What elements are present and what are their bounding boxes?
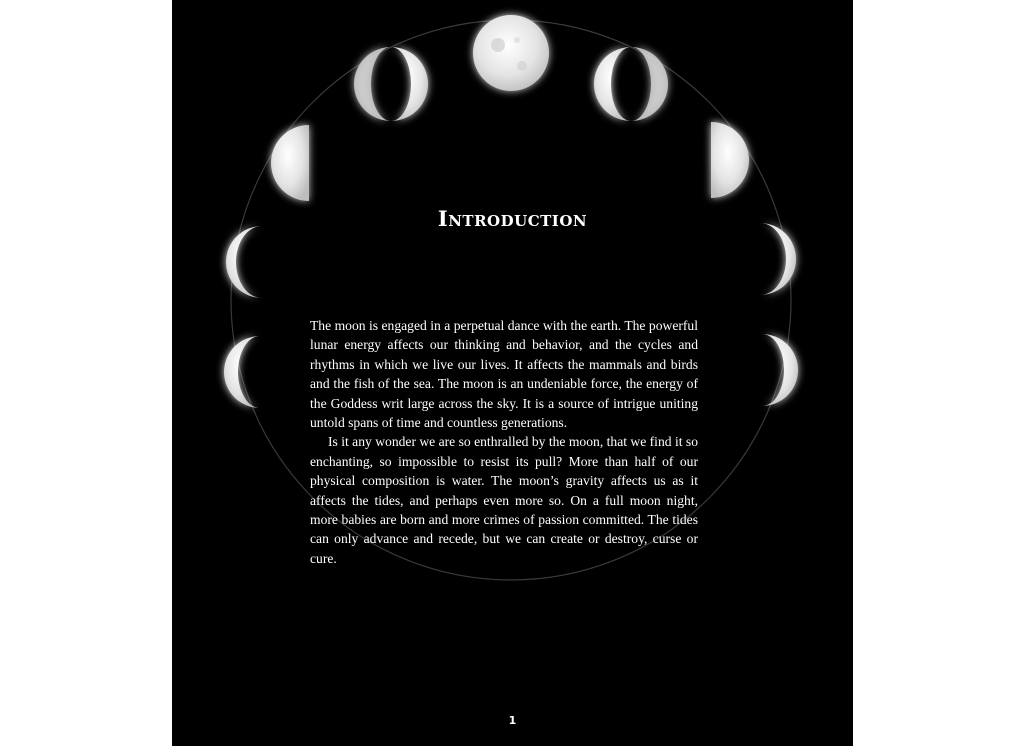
page-number: 1 — [508, 714, 517, 727]
paragraph: Is it any wonder we are so enthralled by the moon, that we find it so enchanting, so impossible to resist its pull? More than half of our physical composition is water. The moon’s gravity affects us as it affects the tides, and perhaps even more so. On a full moon night, more babies are born and more crimes of passion committed. The tides can only advance and recede, but we can create or destroy, curse or cure. — [310, 434, 698, 566]
chapter-title: Introduction — [437, 206, 588, 231]
waning-gibbous-icon — [594, 47, 668, 121]
waxing-gibbous-icon — [354, 47, 428, 121]
full-moon-icon — [473, 15, 549, 91]
waxing-crescent-icon — [224, 336, 260, 408]
last-quarter-icon — [711, 122, 749, 198]
waning-crescent-icon — [762, 334, 798, 406]
first-quarter-icon — [271, 125, 309, 201]
book-page — [172, 0, 853, 746]
paragraph: The moon is engaged in a perpetual dance with the earth. The powerful lunar energy affects our thinking and behavior, and the cycles and rhythms in which we live our lives. It affects the mammals and birds and the fish of the sea. The moon is an undeniable force, the energy of the Goddess writ large across the sky. It is a source of intrigue uniting untold spans of time and countless generations. — [310, 318, 698, 431]
body-text — [310, 316, 698, 568]
